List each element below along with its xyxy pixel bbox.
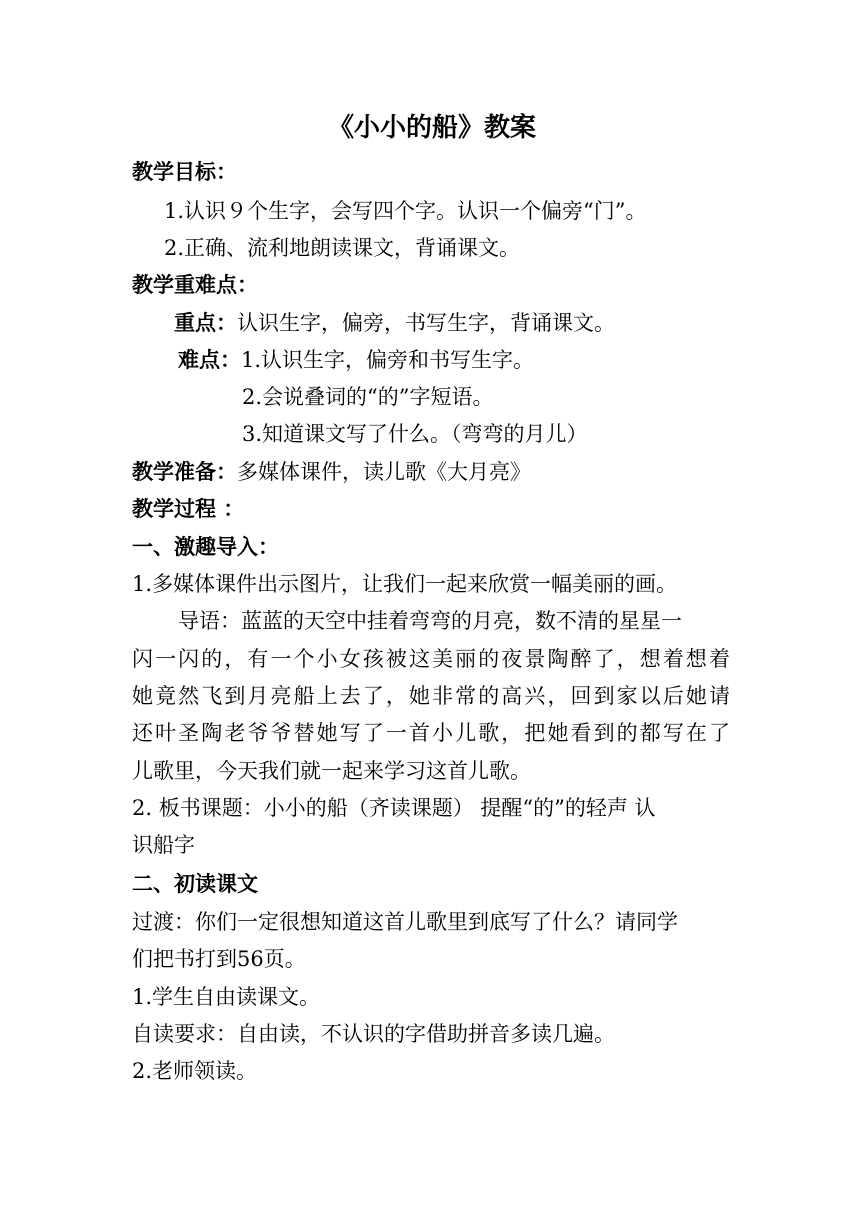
focus-text: 认识生字，偏旁，书写生字，背诵课文。 (237, 311, 615, 335)
focus-line (174, 306, 615, 340)
section1-step1: 1.多媒体课件出示图片，让我们一起来欣赏一幅美丽的画。 (132, 572, 678, 596)
section2-step1: 1.学生自由读课文。 (132, 985, 321, 1009)
section1-step2-line1: 2. 板书课题：小小的船（齐读课题） 提醒“的”的轻声 认 (132, 796, 656, 820)
difficulty-item-1: 1.认识生字，偏旁和书写生字。 (241, 348, 535, 372)
preparation-text: 多媒体课件，读儿歌《大月亮》 (237, 460, 531, 484)
intro-line-5: 儿歌里，今天我们就一起来学习这首儿歌。 (132, 759, 531, 783)
section2-step2: 2.老师领读。 (132, 1059, 258, 1083)
goal-item-2: 2.正确、流利地朗读课文，背诵课文。 (164, 236, 521, 260)
section1-step2-line2: 识船字 (132, 833, 195, 857)
intro-line-1: 导语：蓝蓝的天空中挂着弯弯的月亮，数不清的星星一 (178, 609, 682, 633)
difficulty-item-2: 2.会说叠词的“的”字短语。 (242, 385, 494, 409)
difficulty-label: 难点： (178, 347, 241, 372)
document-title: 《小小的船》教案 (327, 113, 536, 143)
key-points-heading: 教学重难点： (132, 272, 258, 297)
intro-line-4: 还叶圣陶老爷爷替她写了一首小儿歌，把她看到的都写在了 (132, 721, 730, 745)
focus-label: 重点： (174, 310, 237, 335)
goals-heading: 教学目标： (132, 159, 237, 184)
difficulty-line (178, 343, 534, 377)
preparation-label: 教学准备： (132, 459, 237, 484)
intro-line-3: 她竟然飞到月亮船上去了，她非常的高兴，回到家以后她请 (132, 684, 730, 708)
preparation-line (132, 455, 531, 489)
transition-line-1: 过渡：你们一定很想知道这首儿歌里到底写了什么？请同学 (132, 910, 678, 934)
section2-heading: 二、初读课文 (132, 871, 258, 896)
reading-requirement: 自读要求：自由读，不认识的字借助拼音多读几遍。 (132, 1022, 615, 1046)
goal-item-1: 1.认识９个生字，会写四个字。认识一个偏旁“门”。 (164, 199, 647, 223)
transition-line-2: 们把书打到56页。 (132, 947, 306, 971)
intro-line-2: 闪一闪的，有一个小女孩被这美丽的夜景陶醉了，想着想着 (132, 647, 730, 671)
section1-heading: 一、激趣导入： (132, 534, 279, 559)
difficulty-item-3: 3.知道课文写了什么。（弯弯的月儿） (242, 422, 588, 446)
process-heading: 教学过程 ： (132, 496, 245, 521)
